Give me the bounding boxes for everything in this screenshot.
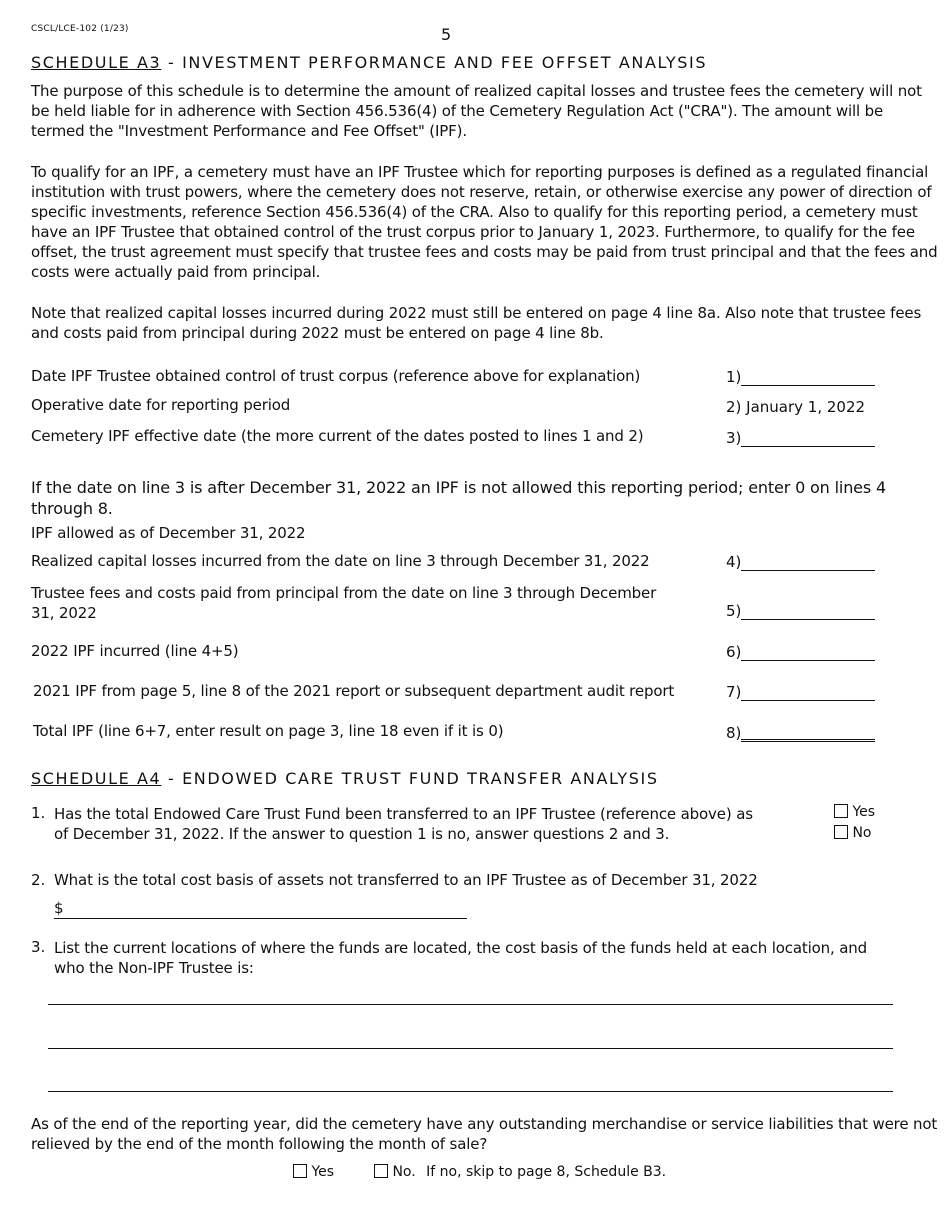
line-5-entry	[726, 602, 875, 620]
line-4-label: Realized capital losses incurred from the date on line 3 through December 31, 2022	[31, 552, 650, 570]
liabilities-no-checkbox[interactable]	[374, 1164, 388, 1178]
schedule-a4-title-rest: - ENDOWED CARE TRUST FUND TRANSFER ANALYSIS	[161, 769, 659, 788]
line-4-entry	[726, 553, 875, 571]
schedule-a3-title	[31, 53, 707, 72]
liabilities-yes-option[interactable]	[293, 1164, 334, 1180]
q1-yes-checkbox[interactable]	[834, 804, 848, 818]
liabilities-question: As of the end of the reporting year, did the cemetery have any outstanding merchandise or service liabilities that were not relieved by the end of the month following the month of sale?	[31, 1115, 938, 1153]
schedule-a4-title	[31, 769, 659, 788]
line-1-entry	[726, 368, 875, 386]
a3-qualify-paragraph: To qualify for an IPF, a cemetery must have an IPF Trustee which for reporting purposes is defined as a regulated financial institution with trust powers, where the cemetery does not reserve, retain, or otherwise exercise any power of direction of specific investments, reference Section 456.536(4) of the CRA. Also to qualify for this reporting period, a cemetery must have an IPF Trustee that obtained control of the trust corpus prior to January 1, 2023. Furthermore, to qualify for the fee offset, the trust agreement must specify that trustee fees and costs may be paid from trust principal and that the fees and costs were actually paid from principal.	[31, 163, 938, 281]
line-2-value: 2) January 1, 2022	[726, 398, 866, 416]
q3-text: List the current locations of where the funds are located, the cost basis of the funds held at each location, and who the Non-IPF Trustee is:	[54, 939, 868, 977]
liabilities-yes-label: Yes	[311, 1164, 335, 1180]
q1-yes-label: Yes	[852, 804, 876, 820]
page-number: 5	[441, 25, 452, 44]
line-4-field[interactable]	[741, 554, 875, 571]
line-1-label: Date IPF Trustee obtained control of trust corpus (reference above for explanation)	[31, 367, 641, 385]
skip-note: If no, skip to page 8, Schedule B3.	[426, 1164, 667, 1180]
line-5-label: Trustee fees and costs paid from principal from the date on line 3 through December 31, 2022	[31, 584, 657, 622]
schedule-a4-title-prefix: SCHEDULE A4	[31, 769, 162, 788]
a3-note-paragraph: Note that realized capital losses incurred during 2022 must still be entered on page 4 line 8a. Also note that trustee fees and costs paid from principal during 2022 must be entered on page 4 line 8b.	[31, 304, 922, 342]
q1-no-label: No	[852, 825, 872, 841]
q2-text: What is the total cost basis of assets not transferred to an IPF Trustee as of December 31, 2022	[54, 871, 758, 889]
q1-number: 1.	[31, 804, 46, 822]
line-3-instruction: If the date on line 3 is after December 31, 2022 an IPF is not allowed this reporting period; enter 0 on lines 4 through 8.	[31, 478, 887, 518]
line-5-field[interactable]	[741, 603, 875, 620]
a3-purpose-paragraph: The purpose of this schedule is to determine the amount of realized capital losses and trustee fees the cemetery will not be held liable for in adherence with Section 456.536(4) of the Cemetery Regulation Act ("CRA"). The amount will be termed the "Investment Performance and Fee Offset" (IPF).	[31, 82, 922, 140]
q3-answer-line-1[interactable]	[48, 1004, 893, 1005]
q1-text: Has the total Endowed Care Trust Fund been transferred to an IPF Trustee (reference above) as of December 31, 2022. If the answer to question 1 is no, answer questions 2 and 3.	[54, 805, 753, 843]
ipf-allowed-heading: IPF allowed as of December 31, 2022	[31, 524, 306, 542]
line-7-number: 7)	[726, 683, 742, 701]
q1-no-checkbox[interactable]	[834, 825, 848, 839]
line-8-number: 8)	[726, 724, 742, 742]
q3-answer-line-3[interactable]	[48, 1091, 893, 1092]
line-1-field[interactable]	[741, 369, 875, 386]
line-7-label: 2021 IPF from page 5, line 8 of the 2021 report or subsequent department audit report	[33, 682, 675, 700]
q2-answer	[54, 899, 64, 917]
line-6-entry	[726, 643, 875, 661]
q3-answer-line-2[interactable]	[48, 1048, 893, 1049]
line-8-label: Total IPF (line 6+7, enter result on page 3, line 18 even if it is 0)	[33, 722, 504, 740]
line-6-field[interactable]	[741, 644, 875, 661]
line-5-number: 5)	[726, 602, 742, 620]
line-6-label: 2022 IPF incurred (line 4+5)	[31, 642, 239, 660]
q2-number: 2.	[31, 871, 46, 889]
q3-number: 3.	[31, 938, 46, 956]
line-8-entry	[726, 723, 875, 742]
line-3-number: 3)	[726, 429, 742, 447]
line-7-field[interactable]	[741, 684, 875, 701]
schedule-a3-title-prefix: SCHEDULE A3	[31, 53, 162, 72]
line-3-label: Cemetery IPF effective date (the more current of the dates posted to lines 1 and 2)	[31, 427, 644, 445]
q1-yes-option[interactable]	[834, 804, 875, 820]
q1-no-option[interactable]	[834, 825, 872, 841]
liabilities-yes-checkbox[interactable]	[293, 1164, 307, 1178]
line-7-entry	[726, 683, 875, 701]
line-4-number: 4)	[726, 553, 742, 571]
q2-answer-field[interactable]	[54, 918, 467, 919]
line-2-label: Operative date for reporting period	[31, 396, 291, 414]
q2-currency-symbol: $	[54, 899, 64, 917]
line-3-entry	[726, 429, 875, 447]
schedule-a3-title-rest: - INVESTMENT PERFORMANCE AND FEE OFFSET ANALYSIS	[161, 53, 708, 72]
liabilities-no-option[interactable]	[374, 1164, 666, 1180]
line-1-number: 1)	[726, 368, 742, 386]
line-8-field[interactable]	[741, 723, 875, 742]
liabilities-no-label: No.	[392, 1164, 416, 1180]
line-6-number: 6)	[726, 643, 742, 661]
line-3-field[interactable]	[741, 430, 875, 447]
form-number: CSCL/LCE-102 (1/23)	[31, 24, 129, 34]
